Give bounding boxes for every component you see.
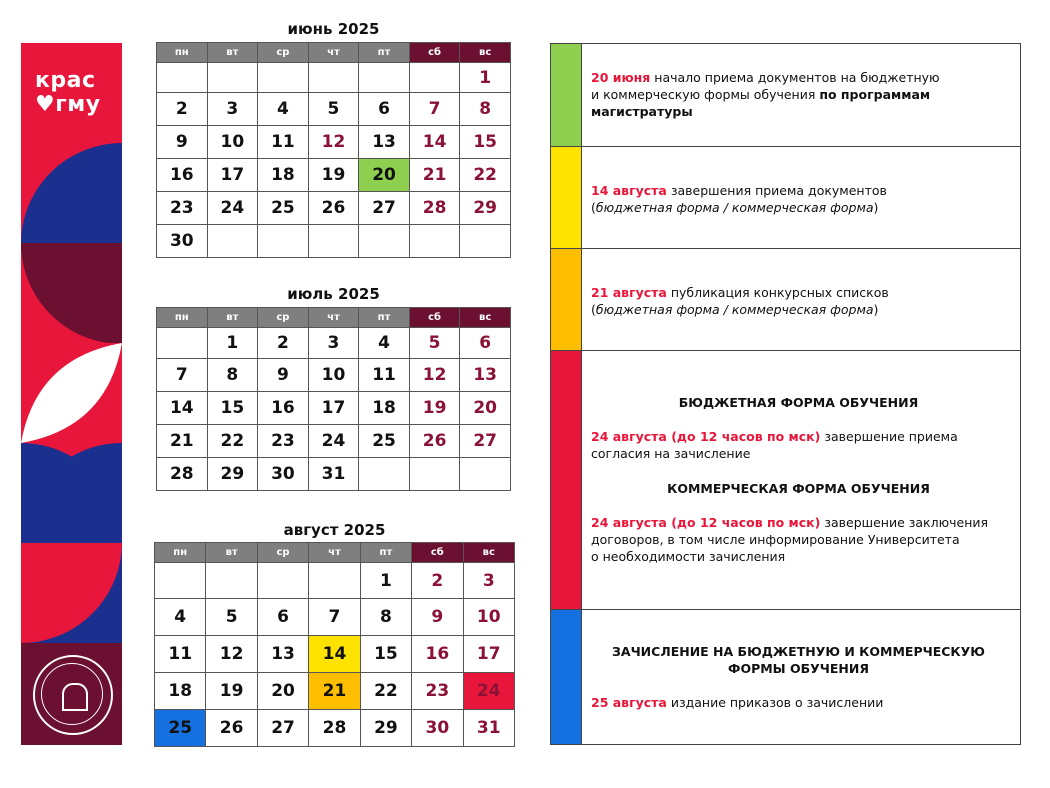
day-cell: 19	[308, 159, 359, 192]
calendar-grid	[154, 542, 515, 747]
day-cell: 3	[463, 563, 514, 599]
weekday-label: вт	[207, 308, 258, 328]
event-text: согласия на зачисление	[591, 446, 751, 461]
events-panel	[550, 43, 1021, 745]
weekday-label: вс	[460, 308, 511, 328]
day-cell: 14	[309, 636, 360, 673]
event-text: завершение заключения	[820, 515, 989, 530]
calendar-title: июнь 2025	[287, 20, 380, 38]
day-cell: 9	[412, 599, 463, 636]
day-cell: 9	[157, 126, 208, 159]
event-text: договоров, в том числе информирование Университета	[591, 532, 960, 547]
day-cell: 14	[157, 392, 208, 425]
day-cell: 2	[157, 93, 208, 126]
day-cell: 27	[359, 192, 410, 225]
event-date: 25 августа	[591, 695, 667, 710]
color-bar-red	[551, 351, 582, 609]
event-text: публикация конкурсных списков	[666, 285, 889, 300]
weekday-header-row	[157, 308, 511, 328]
day-cell: 18	[155, 673, 206, 710]
event-text: о необходимости зачисления	[591, 549, 786, 564]
day-cell: 16	[258, 392, 309, 425]
empty-cell	[308, 225, 359, 258]
day-cell: 31	[463, 710, 514, 747]
day-cell: 17	[207, 159, 258, 192]
day-cell: 26	[409, 425, 460, 458]
week-row	[157, 392, 511, 425]
event-agreements	[551, 351, 1020, 610]
day-cell: 24	[207, 192, 258, 225]
day-cell: 4	[155, 599, 206, 636]
day-cell: 7	[409, 93, 460, 126]
week-row	[155, 710, 515, 747]
week-row	[157, 458, 511, 491]
section-heading: КОММЕРЧЕСКАЯ ФОРМА ОБУЧЕНИЯ	[667, 481, 930, 496]
day-cell: 12	[206, 636, 257, 673]
empty-cell	[359, 225, 410, 258]
day-cell: 24	[308, 425, 359, 458]
event-date: 24 августа (до 12 часов по мск)	[591, 429, 821, 444]
calendar-title: август 2025	[283, 521, 386, 539]
day-cell: 12	[308, 126, 359, 159]
calendar-grid	[156, 42, 511, 258]
calendar-title: июль 2025	[287, 285, 380, 303]
weekday-label: вт	[207, 43, 258, 63]
seal-block	[21, 643, 122, 745]
logo-line-1: крас	[35, 68, 96, 93]
empty-cell	[258, 225, 309, 258]
weekday-label: вс	[460, 43, 511, 63]
empty-cell	[207, 63, 258, 93]
day-cell: 17	[463, 636, 514, 673]
day-cell: 8	[207, 359, 258, 392]
day-cell: 19	[409, 392, 460, 425]
weekday-label: сб	[409, 43, 460, 63]
day-cell: 10	[207, 126, 258, 159]
weekday-label: пн	[157, 308, 208, 328]
day-cell: 28	[157, 458, 208, 491]
day-cell: 1	[360, 563, 411, 599]
day-cell: 4	[359, 328, 410, 359]
day-cell: 30	[258, 458, 309, 491]
week-row	[155, 563, 515, 599]
event-date: 14 августа	[591, 183, 667, 198]
event-enrollment	[551, 610, 1020, 744]
day-cell: 17	[308, 392, 359, 425]
weekday-label: пт	[359, 308, 410, 328]
day-cell: 30	[157, 225, 208, 258]
empty-cell	[359, 458, 410, 491]
event-end-docs: 14 августа завершения приема документов (бюджетная форма / коммерческая форма)	[551, 147, 1020, 249]
color-bar-orange	[551, 249, 582, 350]
week-row	[157, 359, 511, 392]
day-cell: 13	[359, 126, 410, 159]
empty-cell	[206, 563, 257, 599]
weekday-header-row	[157, 43, 511, 63]
event-note: бюджетная форма / коммерческая форма	[595, 302, 874, 317]
day-cell: 11	[155, 636, 206, 673]
week-row	[157, 63, 511, 93]
day-cell: 30	[412, 710, 463, 747]
event-magistracy	[551, 44, 1020, 147]
day-cell: 3	[207, 93, 258, 126]
day-cell: 7	[157, 359, 208, 392]
week-row	[155, 599, 515, 636]
weekday-label: чт	[308, 308, 359, 328]
day-cell: 26	[308, 192, 359, 225]
day-cell: 1	[207, 328, 258, 359]
day-cell: 5	[206, 599, 257, 636]
weekday-label: пн	[157, 43, 208, 63]
day-cell: 25	[359, 425, 410, 458]
day-cell: 18	[359, 392, 410, 425]
event-date: 20 июня	[591, 70, 651, 85]
day-cell: 14	[409, 126, 460, 159]
day-cell: 28	[409, 192, 460, 225]
day-cell: 24	[463, 673, 514, 710]
empty-cell	[409, 458, 460, 491]
day-cell: 9	[258, 359, 309, 392]
empty-cell	[157, 63, 208, 93]
weekday-label: сб	[409, 308, 460, 328]
day-cell: 19	[206, 673, 257, 710]
weekday-label: пт	[359, 43, 410, 63]
event-text: и коммерческую формы обучения	[591, 87, 820, 102]
day-cell: 3	[308, 328, 359, 359]
day-cell: 2	[258, 328, 309, 359]
building-icon	[62, 683, 88, 711]
empty-cell	[308, 63, 359, 93]
day-cell: 5	[409, 328, 460, 359]
weekday-header-row	[155, 543, 515, 563]
empty-cell	[207, 225, 258, 258]
day-cell: 13	[460, 359, 511, 392]
day-cell: 10	[308, 359, 359, 392]
day-cell: 20	[257, 673, 308, 710]
day-cell: 21	[409, 159, 460, 192]
day-cell: 27	[460, 425, 511, 458]
weekday-label: сб	[412, 543, 463, 563]
university-logo	[35, 69, 101, 117]
event-note: бюджетная форма / коммерческая форма	[595, 200, 874, 215]
day-cell: 29	[360, 710, 411, 747]
week-row	[155, 636, 515, 673]
day-cell: 18	[258, 159, 309, 192]
empty-cell	[157, 328, 208, 359]
day-cell: 22	[460, 159, 511, 192]
empty-cell	[460, 225, 511, 258]
week-row	[157, 126, 511, 159]
weekday-label: вт	[206, 543, 257, 563]
day-cell: 15	[360, 636, 411, 673]
day-cell: 12	[409, 359, 460, 392]
section-heading: ЗАЧИСЛЕНИЕ НА БЮДЖЕТНУЮ И КОММЕРЧЕСКУЮ	[612, 644, 985, 659]
day-cell: 29	[207, 458, 258, 491]
day-cell: 16	[157, 159, 208, 192]
weekday-label: ср	[258, 308, 309, 328]
empty-cell	[409, 225, 460, 258]
logo-line-2: ♥гму	[35, 92, 101, 117]
day-cell: 26	[206, 710, 257, 747]
day-cell: 8	[360, 599, 411, 636]
logo-block	[21, 43, 122, 143]
day-cell: 8	[460, 93, 511, 126]
empty-cell	[460, 458, 511, 491]
day-cell: 6	[460, 328, 511, 359]
empty-cell	[309, 563, 360, 599]
section-heading: БЮДЖЕТНАЯ ФОРМА ОБУЧЕНИЯ	[678, 395, 919, 410]
day-cell: 16	[412, 636, 463, 673]
day-cell: 4	[258, 93, 309, 126]
weekday-label: пн	[155, 543, 206, 563]
day-cell: 23	[412, 673, 463, 710]
week-row	[157, 192, 511, 225]
day-cell: 27	[257, 710, 308, 747]
day-cell: 6	[359, 93, 410, 126]
week-row	[157, 93, 511, 126]
day-cell: 20	[460, 392, 511, 425]
empty-cell	[155, 563, 206, 599]
day-cell: 29	[460, 192, 511, 225]
color-bar-yellow	[551, 147, 582, 248]
event-lists: 21 августа публикация конкурсных списков (бюджетная форма / коммерческая форма)	[551, 249, 1020, 351]
day-cell: 11	[359, 359, 410, 392]
day-cell: 15	[207, 392, 258, 425]
weekday-label: ср	[257, 543, 308, 563]
week-row	[157, 159, 511, 192]
week-row	[155, 673, 515, 710]
day-cell: 22	[360, 673, 411, 710]
empty-cell	[258, 63, 309, 93]
day-cell: 13	[257, 636, 308, 673]
day-cell: 2	[412, 563, 463, 599]
day-cell: 28	[309, 710, 360, 747]
calendar-grid	[156, 307, 511, 491]
empty-cell	[359, 63, 410, 93]
day-cell: 21	[309, 673, 360, 710]
section-heading: ФОРМЫ ОБУЧЕНИЯ	[728, 661, 869, 676]
day-cell: 22	[207, 425, 258, 458]
event-date: 21 августа	[591, 285, 667, 300]
event-date: 24 августа (до 12 часов по мск)	[591, 515, 821, 530]
event-text: начало приема документов на бюджетную	[650, 70, 940, 85]
day-cell: 6	[257, 599, 308, 636]
day-cell: 25	[258, 192, 309, 225]
university-seal	[33, 655, 113, 735]
day-cell: 11	[258, 126, 309, 159]
color-bar-blue	[551, 610, 582, 744]
empty-cell	[409, 63, 460, 93]
day-cell: 7	[309, 599, 360, 636]
weekday-label: вс	[463, 543, 514, 563]
event-emphasis: по программам магистратуры	[591, 87, 931, 119]
week-row	[157, 328, 511, 359]
day-cell: 5	[308, 93, 359, 126]
week-row	[157, 425, 511, 458]
week-row	[157, 225, 511, 258]
day-cell: 10	[463, 599, 514, 636]
day-cell: 15	[460, 126, 511, 159]
weekday-label: ср	[258, 43, 309, 63]
brand-strip	[21, 43, 122, 745]
event-text: издание приказов о зачислении	[666, 695, 884, 710]
day-cell: 21	[157, 425, 208, 458]
day-cell: 25	[155, 710, 206, 747]
event-text: завершение приема	[820, 429, 958, 444]
day-cell: 23	[258, 425, 309, 458]
day-cell: 20	[359, 159, 410, 192]
color-bar-green	[551, 44, 582, 146]
event-text: завершения приема документов	[666, 183, 887, 198]
weekday-label: чт	[309, 543, 360, 563]
decorative-pattern	[21, 143, 122, 643]
empty-cell	[257, 563, 308, 599]
weekday-label: пт	[360, 543, 411, 563]
day-cell: 1	[460, 63, 511, 93]
day-cell: 31	[308, 458, 359, 491]
day-cell: 23	[157, 192, 208, 225]
weekday-label: чт	[308, 43, 359, 63]
